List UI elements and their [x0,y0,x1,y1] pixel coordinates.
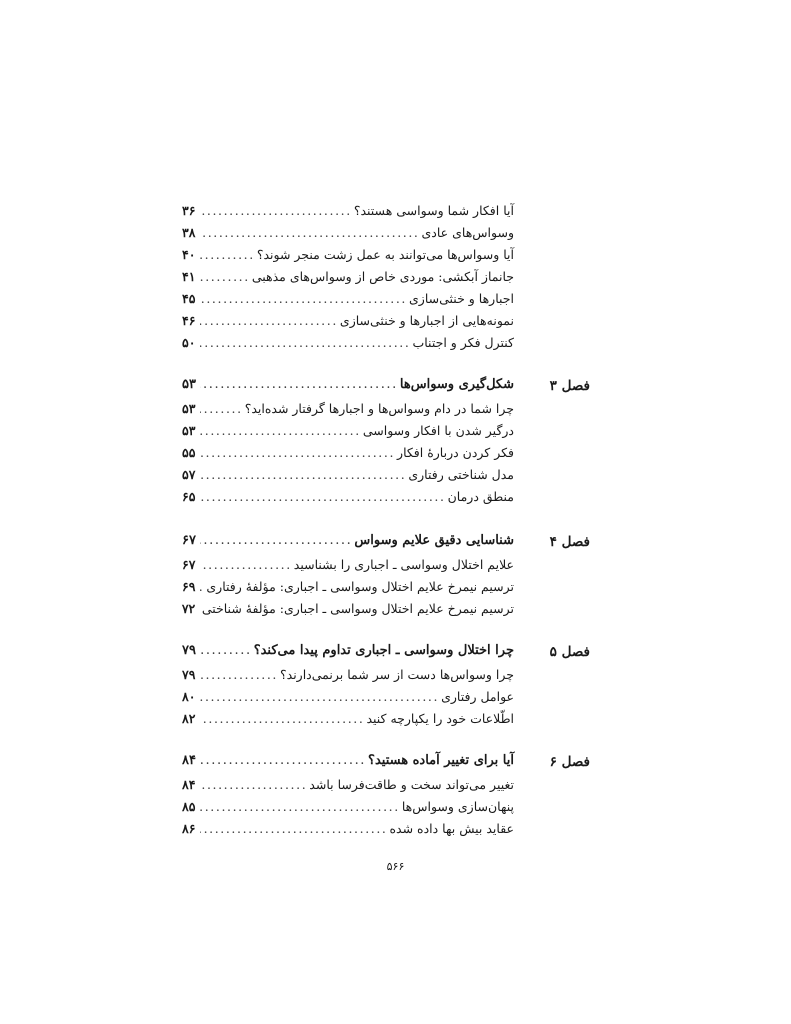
entry-title: کنترل فکر و اجتناب [412,335,514,350]
entry-page: ۵۳ [182,377,196,392]
toc-entry [182,222,514,244]
dot-leader [200,464,406,486]
chapter-label: فصل ۳ [549,378,590,394]
entry-page: ۴۶ [182,313,196,328]
dot-leader [200,640,252,662]
entry-title: شکل‌گیری وسواس‌ها [399,377,514,392]
entry-page: ۶۷ [182,557,196,572]
chapter-heading-entry [182,530,514,552]
entry-title: آیا برای تغییر آماده هستید؟ [368,753,514,768]
toc-entry [182,332,514,354]
entry-page: ۸۲ [182,711,196,726]
toc-entry [182,310,514,332]
dot-leader [200,818,388,840]
entry-title: جانماز آبکشی: موردی خاص از وسواس‌های مذهبی [251,269,514,284]
entry-page: ۸۵ [182,799,196,814]
entry-title: نمونه‌هایی از اجبارها و خنثی‌سازی [339,313,514,328]
toc-entry [182,486,514,508]
chapter-heading-entry [182,374,514,396]
entry-title: چرا اختلال وسواسی ـ اجباری تداوم پیدا می‌کند؟ [253,643,514,658]
chapter-heading-entry [182,640,514,662]
toc-entry [182,664,514,686]
entry-title: چرا وسواس‌ها دست از سر شما برنمی‌دارند؟ [280,667,514,682]
dot-leader [200,796,400,818]
chapter-heading-entry [182,750,514,772]
entry-page: ۵۷ [182,467,196,482]
dot-leader [200,398,243,420]
entry-page: ۶۵ [182,489,196,504]
toc-entry [182,796,514,818]
dot-leader [200,708,364,730]
entry-title: آیا افکار شما وسواسی هستند؟ [353,203,514,218]
dot-leader [200,310,338,332]
toc-entry [182,420,514,442]
entry-page: ۴۵ [182,291,196,306]
entry-title: علایم اختلال وسواسی ـ اجباری را بشناسید [293,557,514,572]
entry-page: ۵۵ [182,445,196,460]
entry-page: ۴۰ [182,247,196,262]
chapter-label: فصل ۵ [549,644,590,660]
dot-leader [200,244,255,266]
dot-leader [200,530,352,552]
toc-entry [182,266,514,288]
entry-title: فکر کردن دربارهٔ افکار [397,445,514,460]
toc-entry [182,686,514,708]
entry-page: ۸۴ [182,753,196,768]
toc-entry [182,244,514,266]
entry-title: درگیر شدن با افکار وسواسی [362,423,514,438]
toc-entry [182,398,514,420]
chapter-label: فصل ۶ [549,754,590,770]
entry-title: آیا وسواس‌ها می‌توانند به عمل زشت منجر شوند؟ [256,247,514,262]
entry-page: ۸۴ [182,777,196,792]
entry-title: شناسایی دقیق علایم وسواس [354,533,514,548]
toc-entry [182,708,514,730]
toc-entry [182,554,514,576]
entry-title: عوامل رفتاری [441,689,514,704]
dot-leader [200,266,250,288]
entry-page: ۶۹ [182,579,196,594]
dot-leader [200,486,446,508]
dot-leader [200,288,407,310]
dot-leader [200,750,366,772]
chapter-label: فصل ۴ [549,534,590,550]
entry-title: اجبارها و خنثی‌سازی [409,291,514,306]
dot-leader [200,576,204,598]
entry-title: منطق درمان [447,489,514,504]
toc-entry [182,598,514,620]
entry-page: ۴۱ [182,269,196,284]
toc-entry [182,200,514,222]
entry-page: ۵۳ [182,401,196,416]
entry-page: ۸۰ [182,689,196,704]
entry-title: ترسیم نیمرخ علایم اختلال وسواسی ـ اجباری: مؤلفهٔ رفتاری [206,579,514,594]
entry-page: ۳۶ [182,203,196,218]
entry-title: پنهان‌سازی وسواس‌ها [401,799,514,814]
dot-leader [200,420,361,442]
dot-leader [200,332,410,354]
toc-entry [182,576,514,598]
entry-title: وسواس‌های عادی [421,225,514,240]
entry-page: ۵۳ [182,423,196,438]
entry-page: ۶۷ [182,533,196,548]
entry-title: چرا شما در دام وسواس‌ها و اجبارها گرفتار شده‌اید؟ [244,401,514,416]
entry-page: ۸۶ [182,821,196,836]
page-number: ۵۶۶ [386,860,405,873]
toc-entry [182,818,514,840]
toc-entry [182,464,514,486]
toc-entry [182,774,514,796]
entry-page: ۷۹ [182,643,196,658]
entry-page: ۵۰ [182,335,196,350]
dot-leader [200,442,395,464]
entry-title: عقاید بیش بها داده شده [389,821,514,836]
toc-entry [182,288,514,310]
entry-page: ۷۲ [181,601,196,616]
dot-leader [200,664,278,686]
entry-title: اطّلاعات خود را یکپارچه کنید [366,711,514,726]
entry-title: مدل شناختی رفتاری [408,467,514,482]
dot-leader [200,222,420,244]
dot-leader [200,686,439,708]
dot-leader [200,200,352,222]
entry-title: تغییر می‌تواند سخت و طاقت‌فرسا باشد [309,777,514,792]
entry-title: ترسیم نیمرخ علایم اختلال وسواسی ـ اجباری: مؤلفهٔ شناختی [201,601,514,616]
entry-page: ۳۸ [182,225,196,240]
dot-leader [200,774,307,796]
entry-page: ۷۹ [182,667,196,682]
dot-leader [200,554,292,576]
dot-leader [200,374,398,396]
toc-entry [182,442,514,464]
